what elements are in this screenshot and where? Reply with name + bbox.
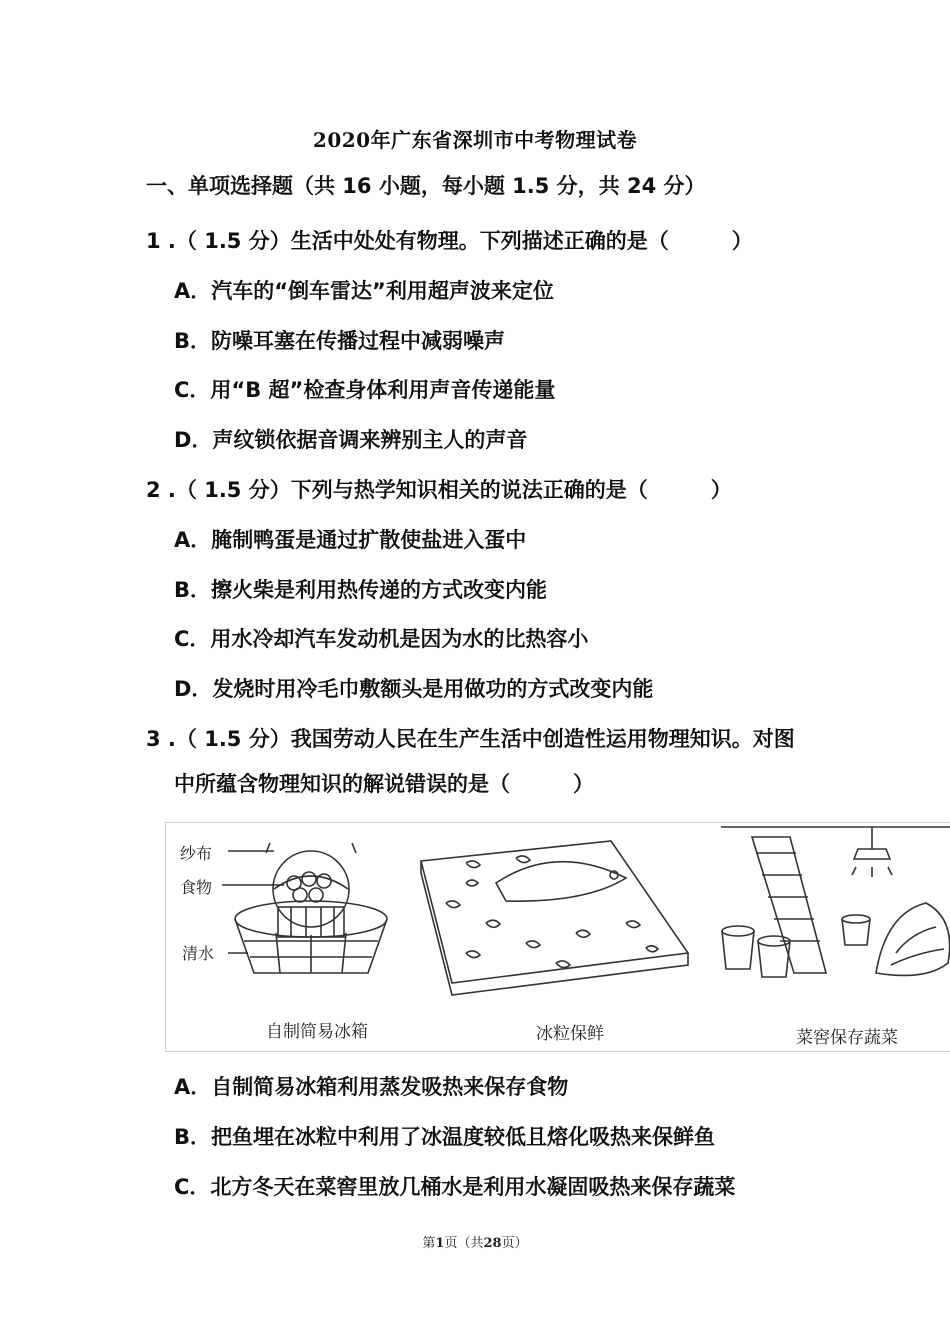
question-1-stem: 1 .（ 1.5 分）生活中处处有物理。下列描述正确的是（ ）	[146, 229, 753, 253]
question-3-stem-line-1: 3 .（ 1.5 分）我国劳动人民在生产生活中创造性运用物理知识。对图	[146, 727, 795, 751]
section-heading: 一、单项选择题（共 16 小题，每小题 1.5 分，共 24 分）	[146, 174, 706, 198]
question-3-stem-line-2: 中所蕴含物理知识的解说错误的是（ ）	[174, 772, 594, 796]
question-1-option-d: D．声纹锁依据音调来辨别主人的声音	[174, 428, 528, 452]
question-3-option-a: A．自制简易冰箱利用蒸发吸热来保存食物	[174, 1075, 569, 1099]
figure-label-food: 食物	[180, 878, 213, 897]
page-footer	[0, 1232, 950, 1251]
question-2-option-a: A．腌制鸭蛋是通过扩散使盐进入蛋中	[174, 528, 527, 552]
footer-mid: 页（共	[444, 1236, 484, 1251]
footer-page-number: 1	[435, 1236, 445, 1251]
question-2-option-b: B．擦火柴是利用热传递的方式改变内能	[174, 578, 548, 602]
figure-label-gauze: 纱布	[180, 844, 213, 863]
footer-suffix: 页）	[501, 1236, 528, 1251]
figure-caption-cellar: 菜窖保存蔬菜	[796, 1028, 898, 1048]
question-2-stem: 2 .（ 1.5 分）下列与热学知识相关的说法正确的是（ ）	[146, 478, 732, 502]
question-1-option-b: B．防噪耳塞在传播过程中减弱噪声	[174, 329, 506, 353]
figure-label-water: 清水	[182, 944, 215, 963]
question-2-option-c: C．用水冷却汽车发动机是因为水的比热容小	[174, 627, 589, 651]
footer-prefix: 第	[422, 1236, 436, 1251]
homemade-fridge-illustration	[222, 843, 387, 973]
question-1-option-c: C．用“B 超”检查身体利用声音传递能量	[174, 378, 556, 402]
question-3-option-b: B．把鱼埋在冰粒中利用了冰温度较低且熔化吸热来保鲜鱼	[174, 1125, 716, 1149]
question-3-option-c: C．北方冬天在菜窖里放几桶水是利用水凝固吸热来保存蔬菜	[174, 1175, 736, 1199]
question-1-option-a: A．汽车的“倒车雷达”利用超声波来定位	[174, 279, 554, 303]
page-title: 2020年广东省深圳市中考物理试卷	[312, 128, 638, 152]
question-2-option-d: D．发烧时用冷毛巾敷额头是用做功的方式改变内能	[174, 677, 654, 701]
footer-total-pages: 28	[483, 1236, 502, 1251]
figure-caption-ice: 冰粒保鲜	[536, 1024, 604, 1044]
question-3-figure	[165, 822, 950, 1052]
cellar-illustration	[721, 827, 950, 977]
fish-in-ice-illustration	[421, 841, 688, 995]
figure-caption-fridge: 自制简易冰箱	[266, 1022, 368, 1042]
